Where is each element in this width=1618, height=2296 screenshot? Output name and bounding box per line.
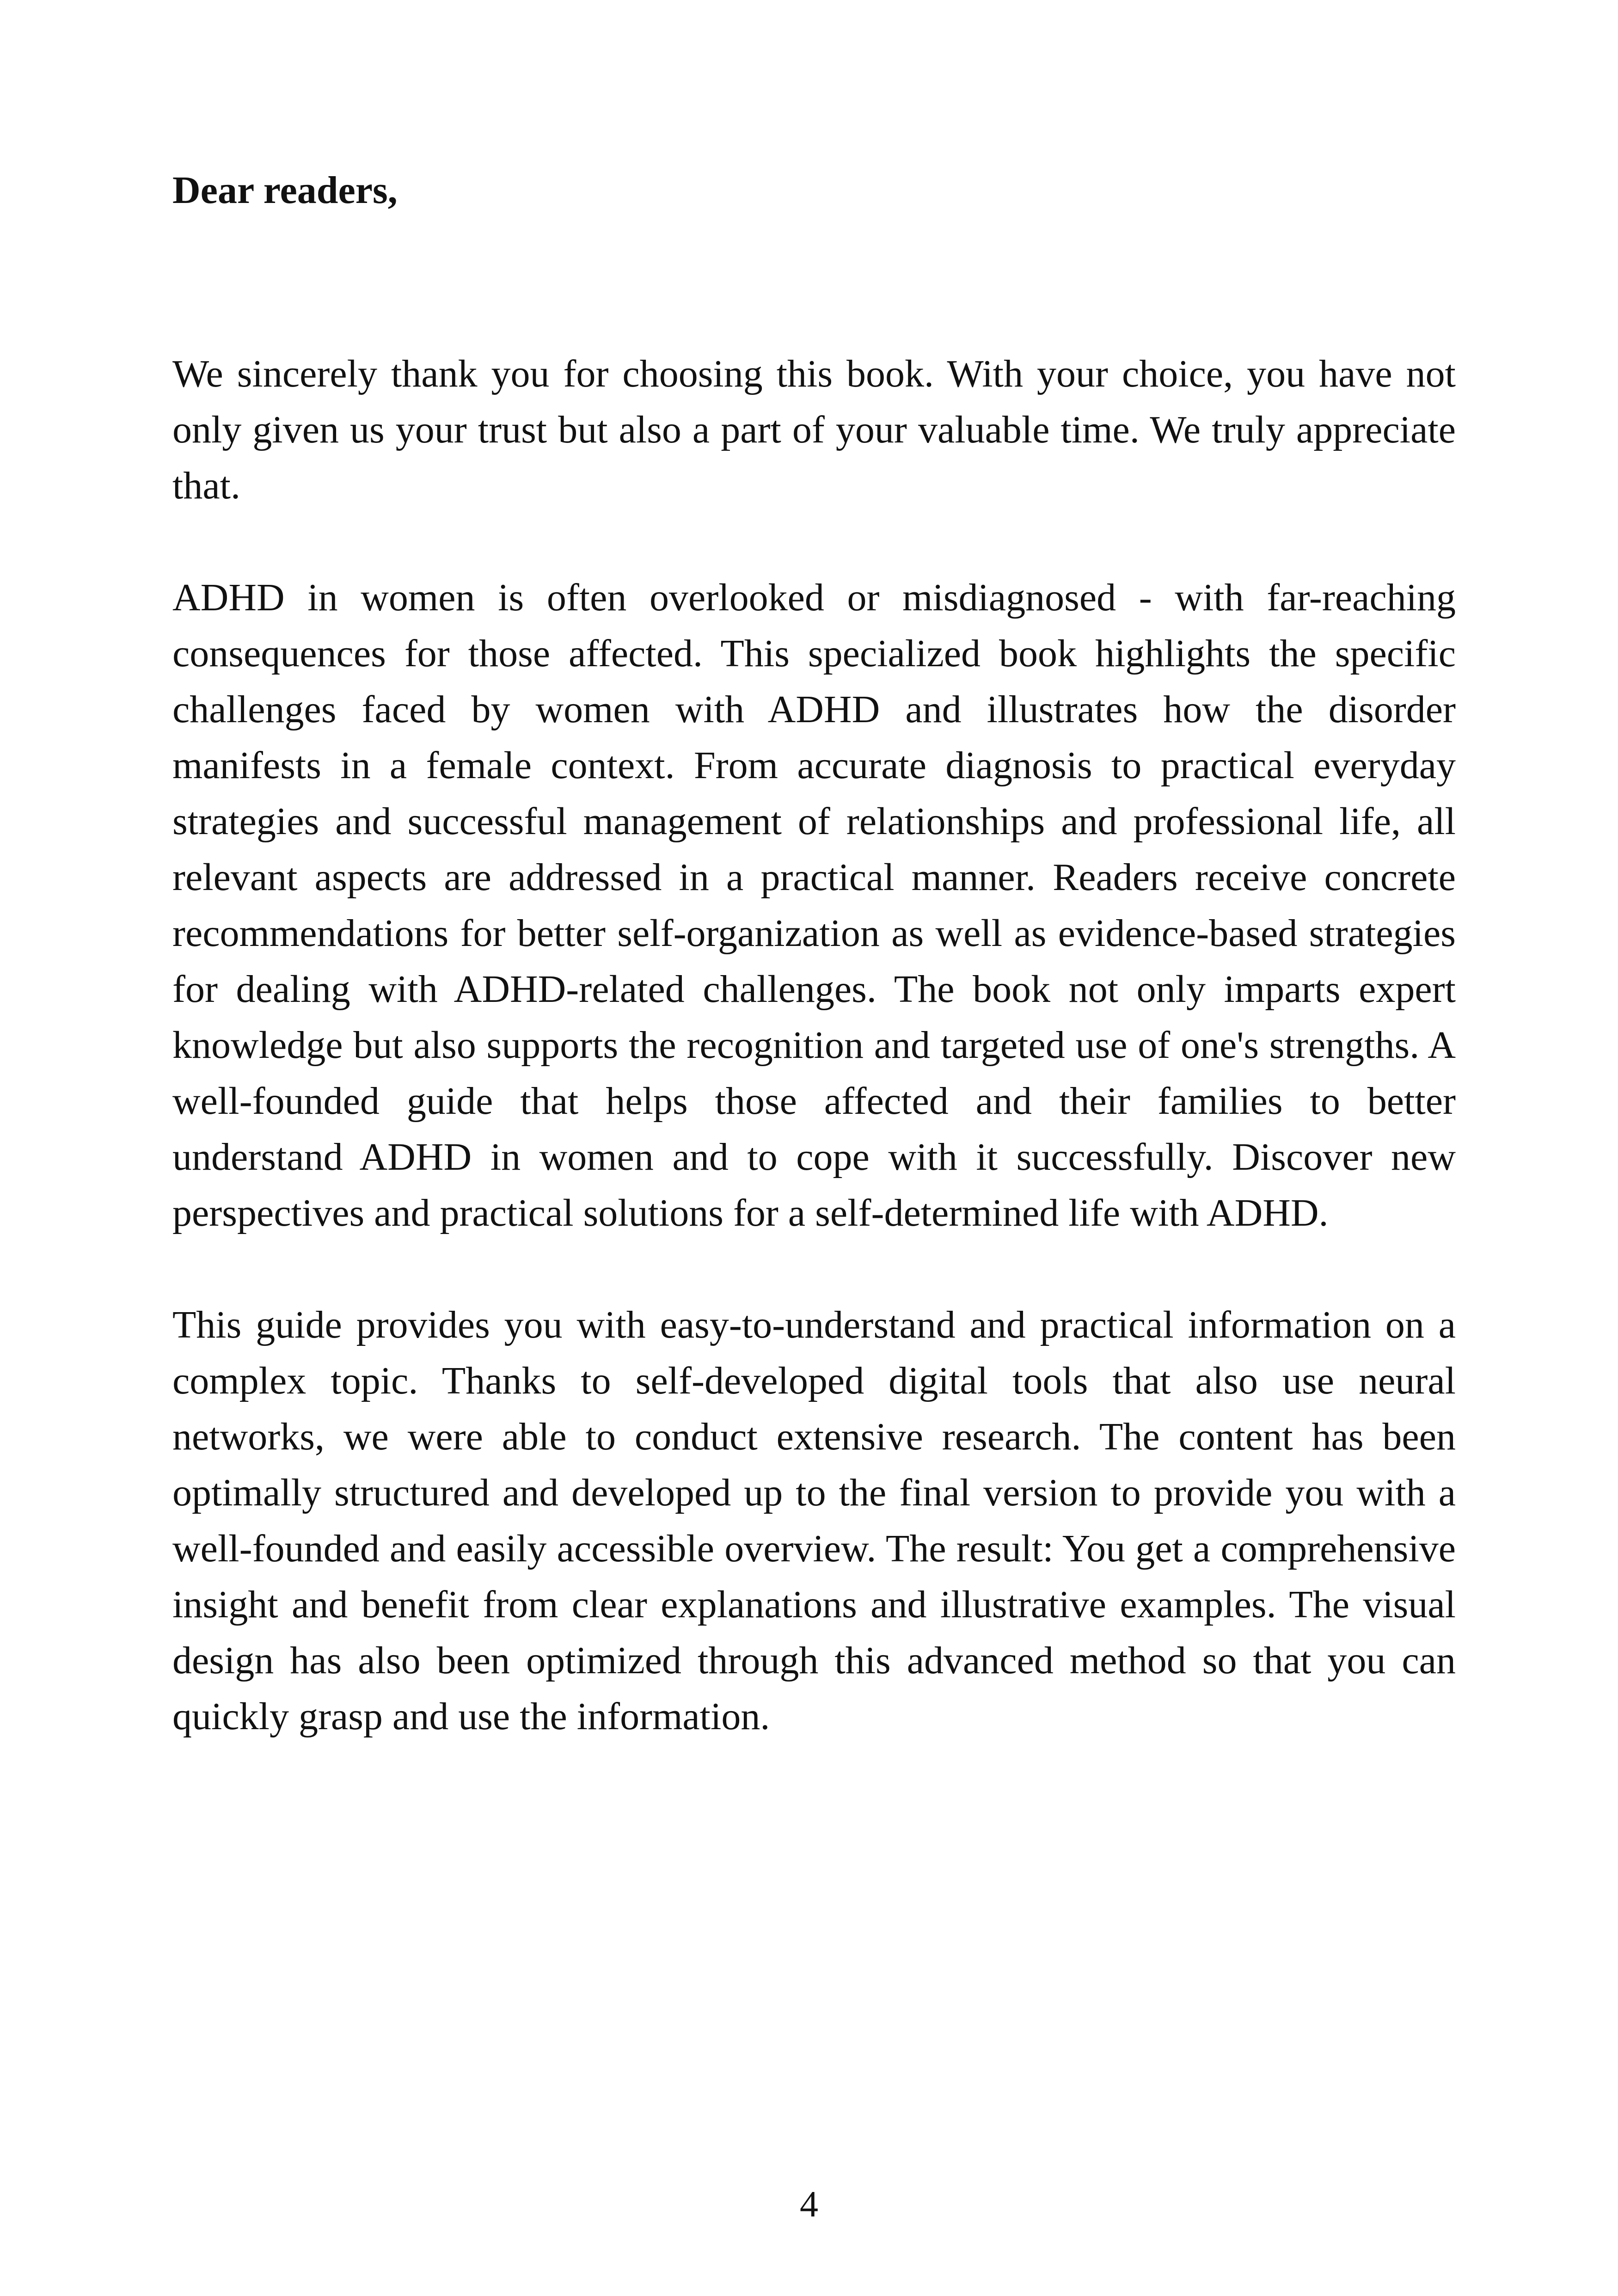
- page-content: [172, 163, 1456, 1800]
- salutation-heading: Dear readers,: [172, 169, 398, 212]
- paragraph-book-summary: ADHD in women is often overlooked or misdiagnosed - with far-reaching consequences for those affected. This specialized book highlights the specific challenges faced by women with ADHD and illustrates how the disorder manifests in a female context. From accurate diagnosis to practical everyday strategies and successful management of relationships and professional life, all relevant aspects are addressed in a practical manner. Readers receive concrete recommendations for better self-organization as well as evidence-based strategies for dealing with ADHD-related challenges. The book not only imparts expert knowledge but also supports the recognition and targeted use of one's strengths. A well-founded guide that helps those affected and their families to better understand ADHD in women and to cope with it successfully. Discover new perspectives and practical solutions for a self-determined life with ADHD.: [172, 576, 1456, 1234]
- paragraph-guide-info: This guide provides you with easy-to-understand and practical information on a complex topic. Thanks to self-developed digital tools that also use neural networks, we were able to conduct extensive research. The content has been optimally structured and developed up to the final version to provide you with a well-founded and easily accessible overview. The result: You get a comprehensive insight and benefit from clear explanations and illustrative examples. The visual design has also been optimized through this advanced method so that you can quickly grasp and use the information.: [172, 1303, 1456, 1738]
- page-number: 4: [800, 2184, 818, 2225]
- paragraph-thanks: We sincerely thank you for choosing this book. With your choice, you have not only given us your trust but also a part of your valuable time. We truly appreciate that.: [172, 352, 1456, 507]
